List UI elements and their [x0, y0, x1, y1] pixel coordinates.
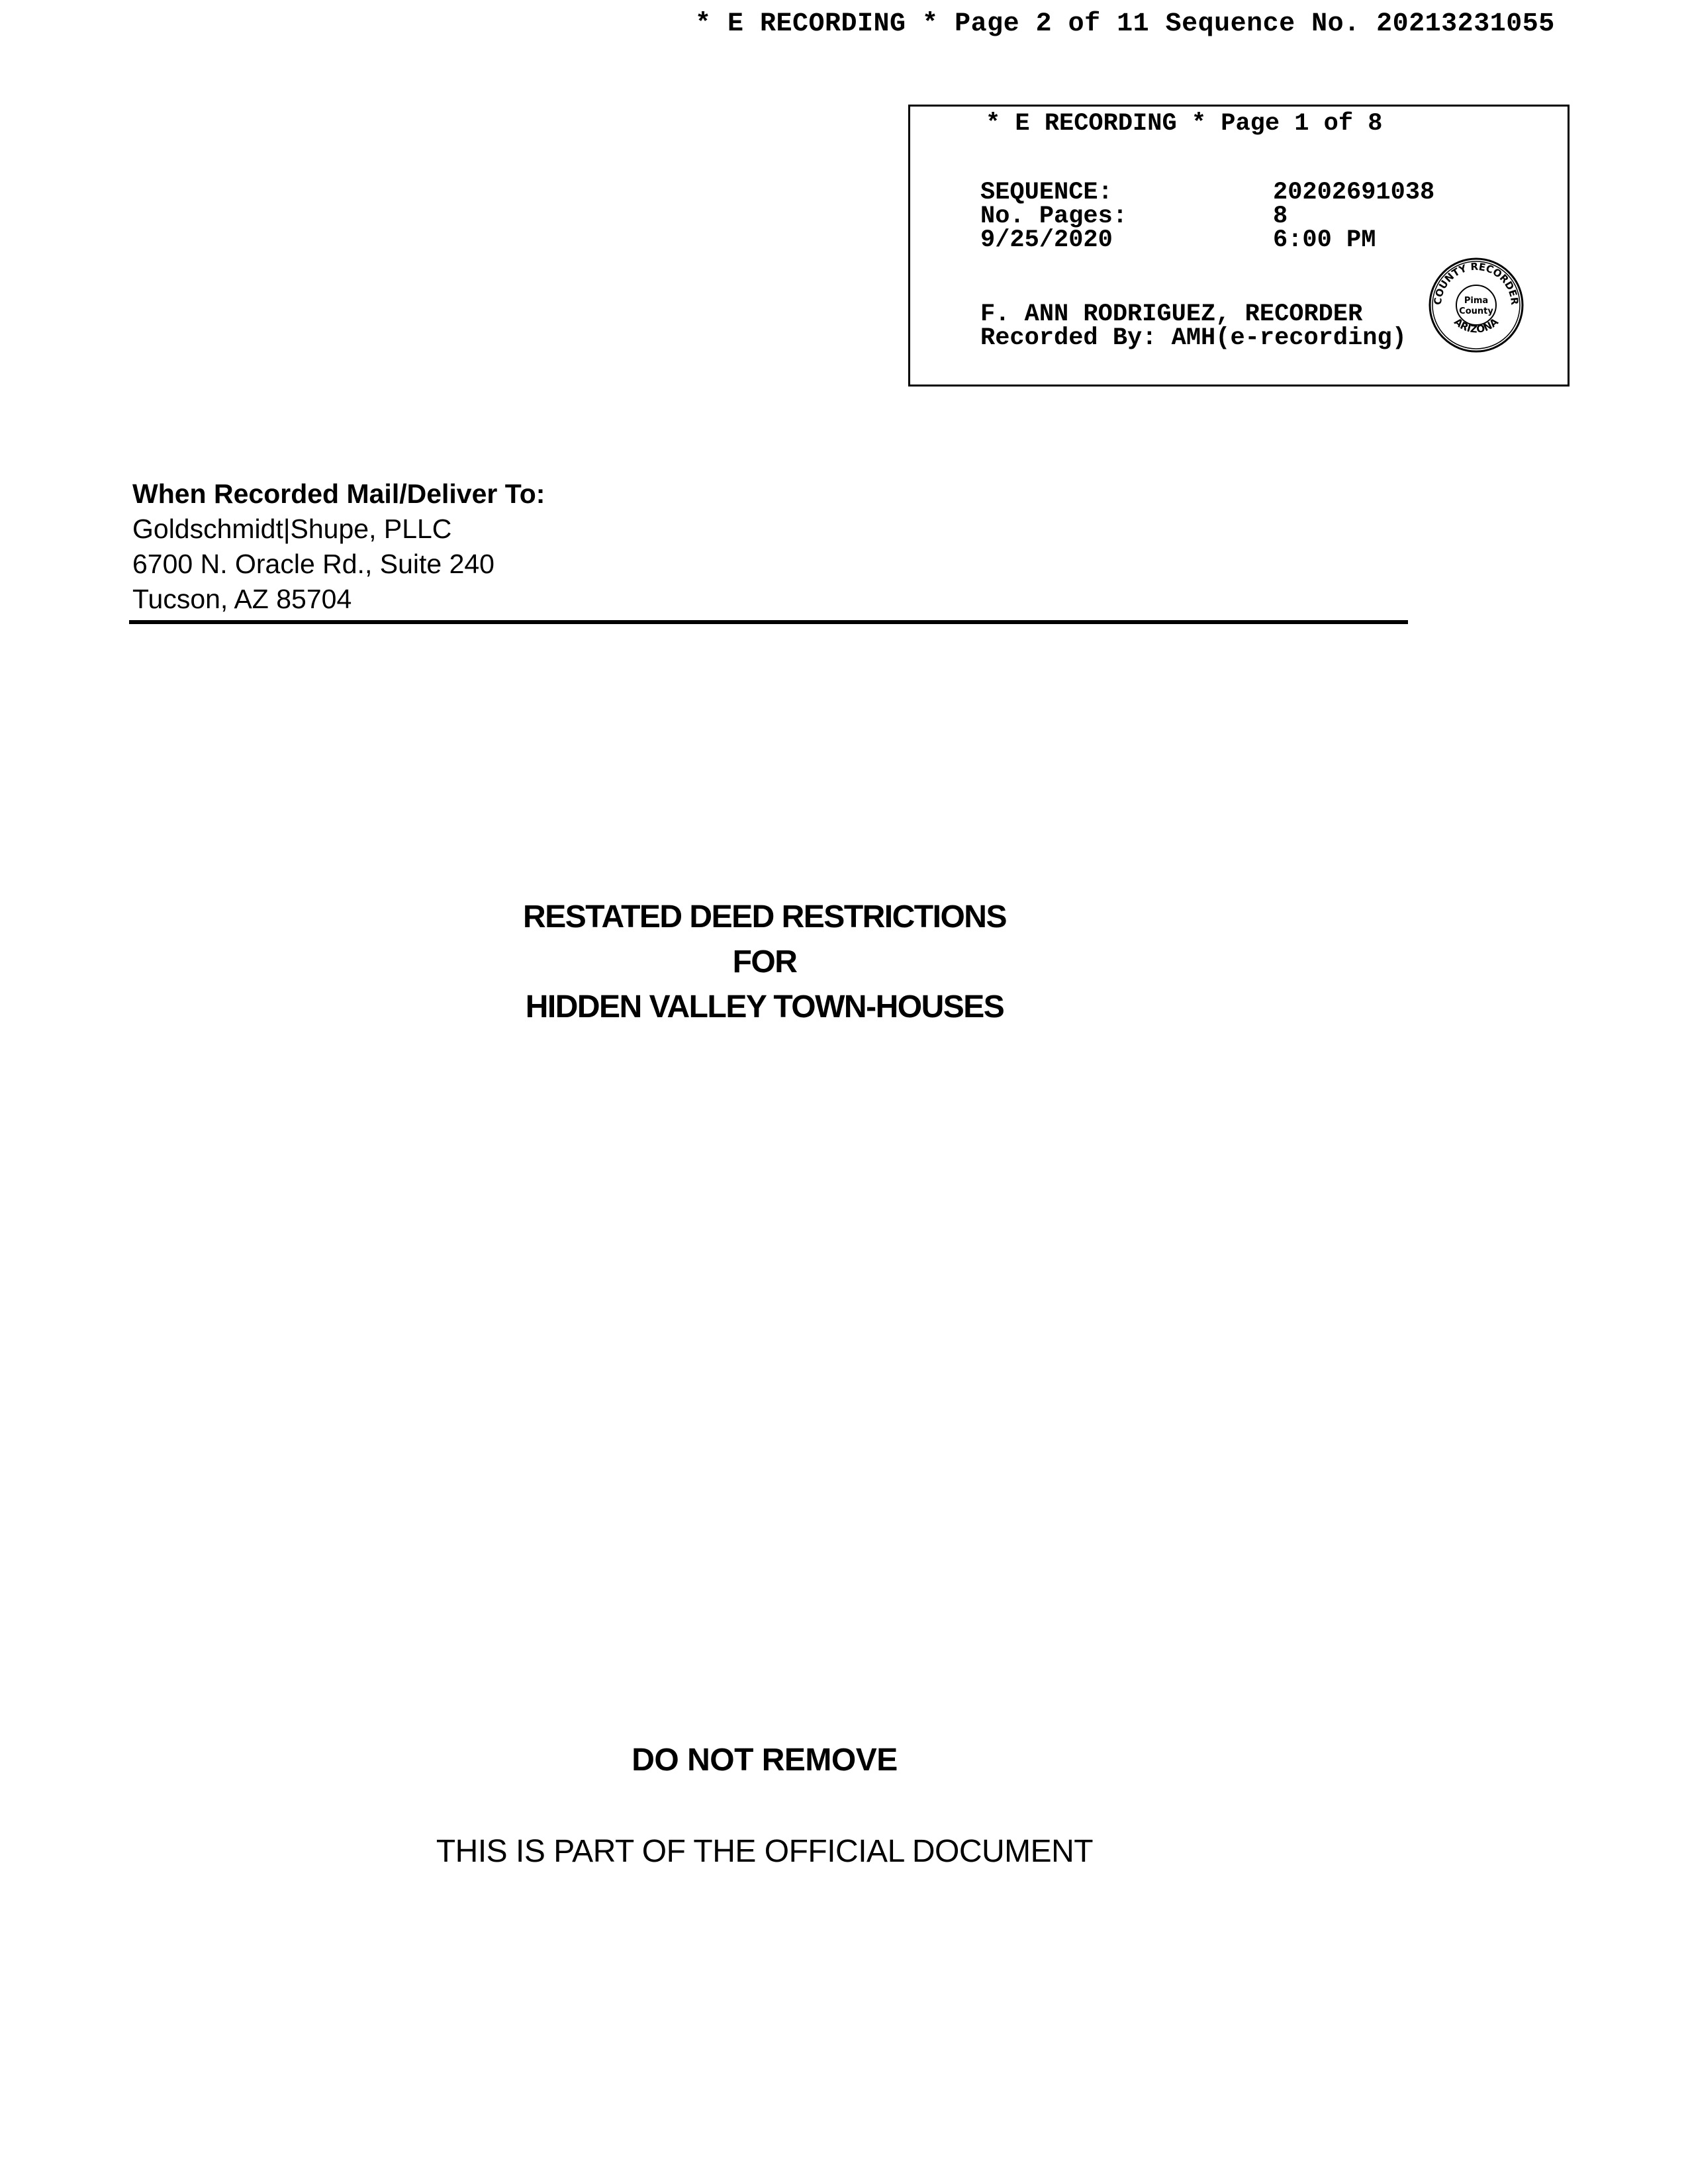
mail-to-street: 6700 N. Oracle Rd., Suite 240: [132, 549, 494, 579]
mail-to-block: [132, 477, 1390, 617]
stamp-title: * E RECORDING * Page 1 of 8: [986, 110, 1383, 138]
recording-date: 9/25/2020: [980, 226, 1113, 254]
county-seal-icon: [1427, 255, 1526, 355]
recording-stamp: [908, 105, 1570, 387]
seal-bottom-text: ARIZONA: [1452, 316, 1501, 336]
official-document-statement: THIS IS PART OF THE OFFICIAL DOCUMENT: [436, 1834, 1094, 1869]
pages-label: No. Pages:: [980, 203, 1128, 230]
title-line-3: HIDDEN VALLEY TOWN-HOUSES: [525, 989, 1004, 1024]
recording-header: * E RECORDING * Page 2 of 11 Sequence No. 20213231055: [695, 9, 1555, 39]
mail-to-divider: [129, 620, 1408, 624]
mail-to-city: Tucson, AZ 85704: [132, 584, 352, 614]
sequence-label: SEQUENCE:: [980, 179, 1113, 206]
recorder-name: F. ANN RODRIGUEZ, RECORDER: [980, 300, 1363, 328]
title-line-1: RESTATED DEED RESTRICTIONS: [523, 899, 1006, 934]
document-title: [0, 895, 1529, 1030]
seal-top-text: COUNTY RECORDER: [1431, 260, 1521, 306]
sequence-value: 20202691038: [1273, 179, 1435, 206]
recording-time: 6:00 PM: [1273, 226, 1376, 254]
mail-to-heading: When Recorded Mail/Deliver To:: [132, 478, 545, 509]
pages-value: 8: [1273, 203, 1288, 230]
seal-center-line1: Pima: [1464, 296, 1489, 306]
recorded-by: Recorded By: AMH(e-recording): [980, 324, 1407, 352]
title-line-2: FOR: [732, 944, 797, 979]
seal-center-line2: County: [1459, 306, 1493, 316]
do-not-remove-notice: DO NOT REMOVE: [632, 1743, 898, 1778]
mail-to-firm: Goldschmidt|Shupe, PLLC: [132, 514, 452, 544]
